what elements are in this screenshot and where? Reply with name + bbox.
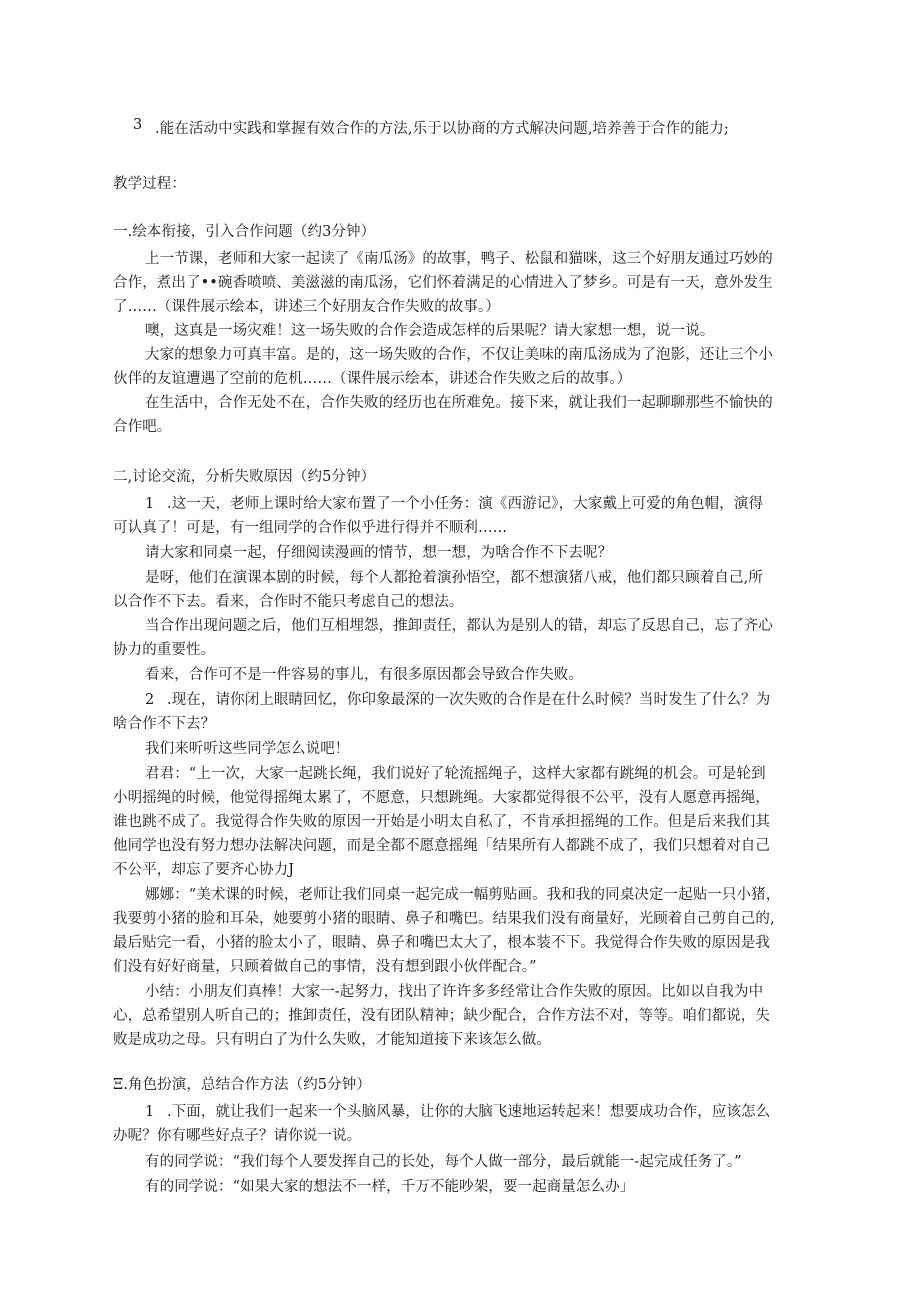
- goal-number: 3: [133, 117, 143, 133]
- paragraph-line: 娜娜：“美术课的时候，老师让我们同桌一起完成一幅剪贴画。我和我的同桌决定一起贴一只小猪，: [145, 887, 781, 903]
- list-item-2: [145, 688, 770, 709]
- paragraph-line: 大家的想象力可真丰富。是的，这一场失败的合作，不仅让美味的南瓜汤成为了泡影，还让三个小: [145, 347, 773, 363]
- list-number: 1: [145, 1104, 155, 1120]
- paragraph-line: 小结：小朋友们真棒！大家一-起努力，找出了许许多多经常让合作失败的原因。比如以自我为中: [145, 984, 764, 1000]
- paragraph-line: 办呢？你有哪些好点子？请你说一说。: [113, 1128, 362, 1144]
- paragraph-line: 是呀，他们在演课本剧的时候，每个人都抢着演孙悟空，都不想演猪八戒，他们都只顾着自己,所: [145, 570, 763, 586]
- paragraph-line: 上一节课，老师和大家一起读了《南瓜汤》的故事，鸭子、松鼠和猫咪，这三个好朋友通过巧妙的: [145, 251, 773, 267]
- paragraph-line: .下面，就让我们一起来一个头脑风暴，让你的大脑飞速地运转起来！想要成功合作，应该怎么: [167, 1104, 771, 1120]
- paragraph-line: 合作吧。: [113, 419, 172, 435]
- paragraph-line: 我要剪小猪的脸和耳朵，她要剪小猪的眼睛、鼻子和嘴巴。结果我们没有商量好，光顾着自己剪自己的,: [113, 911, 775, 927]
- paragraph-line: 我们来听听这些同学怎么说吧！: [145, 741, 350, 757]
- paragraph-line: 有的同学说：“如果大家的想法不一样，千万不能吵架，要一起商量怎么办」: [145, 1179, 635, 1195]
- paragraph-line: 们没有好好商量，只顾着做自己的事情，没有想到跟小伙伴配合。”: [113, 959, 537, 975]
- paragraph-line: 合作，煮出了••碗香喷喷、美滋滋的南瓜汤，它们怀着满足的心情进入了梦乡。可是有一天，意外发生: [113, 275, 773, 291]
- paragraph-line: .现在，请你闭上眼睛回忆，你印象最深的一次失败的合作是在什么时候？当时发生了什么？为: [167, 692, 771, 708]
- list-item-1: [145, 1100, 770, 1121]
- paragraph-line: 败是成功之母。只有明白了为什么失败，才能知道接下来该怎么做。: [113, 1032, 551, 1048]
- paragraph-line: .这一天，老师上课时给大家布置了一个小任务：演《西游记》，大家戴上可爱的角色帽，演得: [167, 496, 764, 512]
- paragraph-line: 在生活中，合作无处不在，合作失败的经历也在所难免。接下来，就让我们一起聊聊那些不愉快的: [145, 395, 773, 411]
- paragraph-line: 心，总希望别人听自己的；推卸责任，没有团队精神；缺少配合，合作方法不对，等等。咱们都说，失: [113, 1008, 770, 1024]
- process-title: 教学过程：: [113, 176, 186, 192]
- list-item-1: [145, 492, 763, 513]
- paragraph-line: 看来，合作可不是一件容易的事儿，有很多原因都会导致合作失败。: [145, 667, 583, 683]
- paragraph-line: 当合作出现问题之后，他们互相埋怨，推卸责任，都认为是别人的错，却忘了反思自己，忘了齐心: [145, 618, 773, 634]
- paragraph-line: 以合作不下去。看来，合作时不能只考虑自己的想法。: [113, 594, 464, 610]
- paragraph-line: 最后贴完一看，小猪的脸太小了，眼睛、鼻子和嘴巴太大了，根本装不下。我觉得合作失败的原因是我: [113, 935, 770, 951]
- paragraph-line: 可认真了！可是，有一组同学的合作似乎进行得并不顺利……: [113, 520, 508, 536]
- paragraph-line: 君君：“上一次，大家一起跳长绳，我们说好了轮流摇绳子，这样大家都有跳绳的机会。可是轮到: [145, 766, 766, 782]
- list-number: 1: [145, 496, 155, 512]
- paragraph-line: 有的同学说：“我们每个人要发挥自己的长处，每个人做一部分，最后就能一-起完成任务了。”: [145, 1154, 742, 1170]
- goal-text: .能在活动中实践和掌握有效合作的方法,乐于以协商的方式解决问题,培养善于合作的能力;: [155, 121, 729, 137]
- section-1-heading: 一.绘本衔接，引入合作问题（约3分钟）: [113, 224, 376, 240]
- section-2-heading: 二,讨论交流，分析失败原因（约5分钟）: [113, 469, 376, 485]
- paragraph-line: 小明摇绳的时候，他觉得摇绳太累了，不愿意，只想跳绳。大家都觉得很不公平，没有人愿意再摇绳，: [113, 790, 770, 806]
- paragraph-line: 谁也跳不成了。我觉得合作失败的原因一开始是小明太自私了，不肯承担摇绳的工作。但是后来我们其: [113, 814, 770, 830]
- paragraph-line: 噢，这真是一场灾难！这一场失败的合作会造成怎样的后果呢？请大家想一想，说一说。: [145, 323, 715, 339]
- paragraph-line: 了……（课件展示绘本，讲述三个好朋友合作失败的故事。）: [113, 299, 500, 315]
- paragraph-line: 请大家和同桌一起，仔细阅读漫画的情节，想一想，为啥合作不下去呢？: [145, 545, 613, 561]
- list-number: 2: [145, 692, 155, 708]
- paragraph-line: 他同学也没有努力想办法解决问题，而是全都不愿意摇绳「结果所有人都跳不成了，我们只想着对自己: [113, 838, 770, 854]
- section-3-heading: Ξ.角色扮演，总结合作方法（约5分钟）: [113, 1077, 371, 1093]
- paragraph-line: 伙伴的友谊遭遇了空前的危机……（课件展示绘本，讲述合作失败之后的故事。）: [113, 371, 632, 387]
- paragraph-line: 协力的重要性。: [113, 642, 216, 658]
- paragraph-line: 啥合作不下去？: [113, 716, 216, 732]
- paragraph-line: 不公平，却忘了要齐心协力J: [113, 862, 295, 878]
